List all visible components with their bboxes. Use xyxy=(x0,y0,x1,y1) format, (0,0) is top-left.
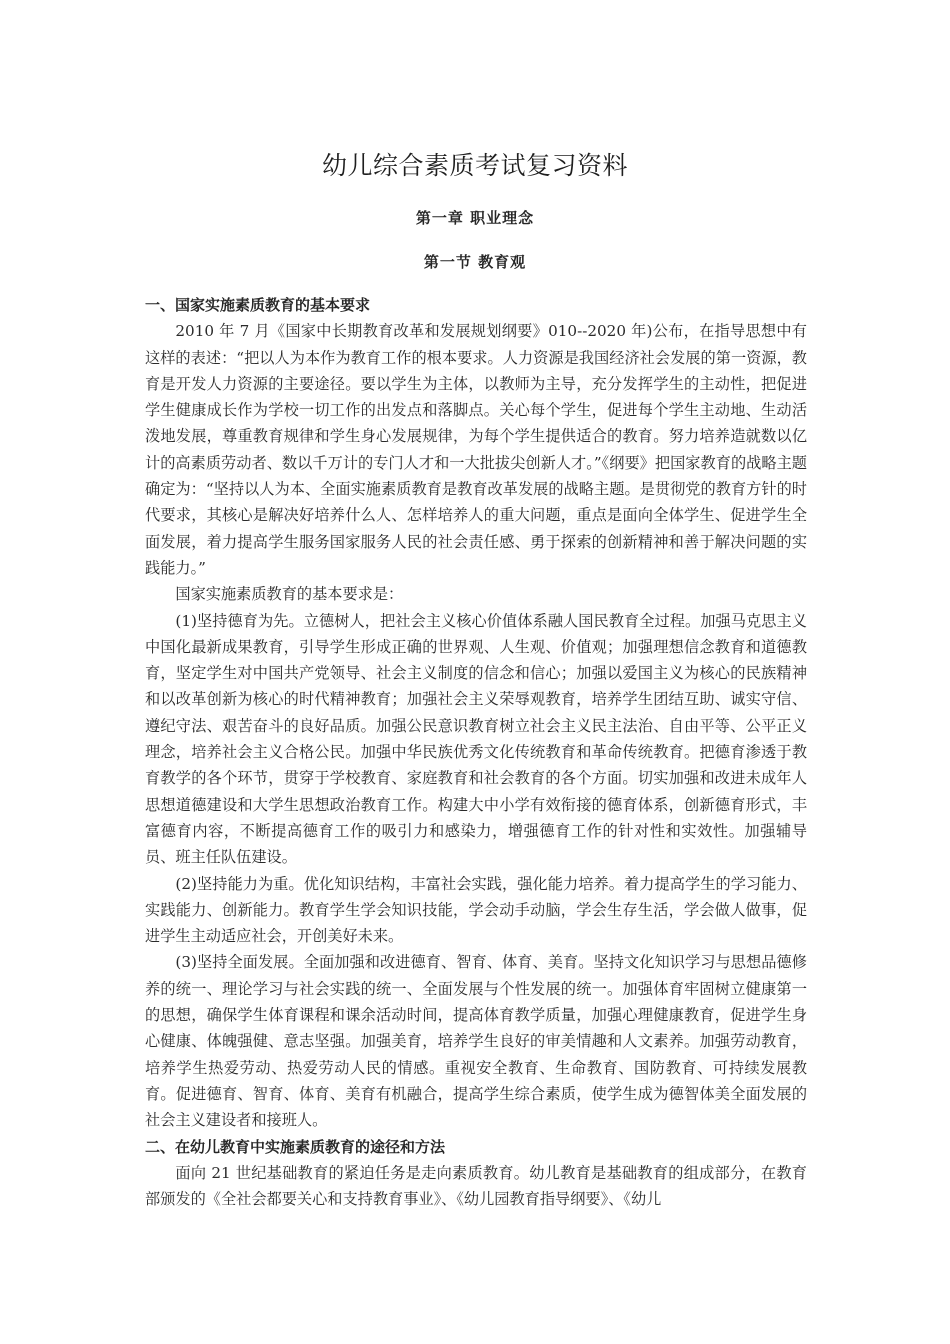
paragraph-6: 面向 21 世纪基础教育的紧迫任务是走向素质教育。幼儿教育是基础教育的组成部分，在教育部颁发的《全社会都要关心和支持教育事业》、《幼儿园教育指导纲要》、《幼儿 xyxy=(145,1163,807,1209)
subheading-2: 二、在幼儿教育中实施素质教育的途径和方法 xyxy=(145,1137,446,1156)
document-body xyxy=(145,292,807,1212)
chapter-heading: 第一章 职业理念 xyxy=(415,209,535,227)
paragraph-5: (3)坚持全面发展。全面加强和改进德育、智育、体育、美育。坚持文化知识学习与思想品德修养的统一、理论学习与社会实践的统一、全面发展与个性发展的统一。加强体育牢固树立健康第一的思想，确保学生体育课程和课余活动时间，提高体育教学质量，加强心理健康教育，促进学生身心健康、体魄强健、意志坚强。加强美育，培养学生良好的审美情趣和人文素养。加强劳动教育，培养学生热爱劳动、热爱劳动人民的情感。重视安全教育、生命教育、国防教育、可持续发展教育。促进德育、智育、体育、美育有机融合，提高学生综合素质，使学生成为德智体美全面发展的社会主义建设者和接班人。 xyxy=(145,953,807,1130)
paragraph-1: 2010 年 7 月《国家中长期教育改革和发展规划纲要》010--2020 年)公布，在指导思想中有这样的表述：“把以人为本作为教育工作的根本要求。人力资源是我国经济社会发展的第一资源，教育是开发人力资源的主要途径。要以学生为主体，以教师为主导，充分发挥学生的主动性，把促进学生健康成长作为学校一切工作的出发点和落脚点。关心每个学生，促进每个学生主动地、生动活泼地发展，尊重教育规律和学生身心发展规律，为每个学生提供适合的教育。努力培养造就数以亿计的高素质劳动者、数以千万计的专门人才和一大批拔尖创新人才。”《纲要》把国家教育的战略主题确定为：“坚持以人为本、全面实施素质教育是教育改革发展的战略主题。是贯彻党的教育方针的时代要求，其核心是解决好培养什么人、怎样培养人的重大问题，重点是面向全体学生、促进学生全面发展，着力提高学生服务国家服务人民的社会责任感、勇于探索的创新精神和善于解决问题的实践能力。” xyxy=(145,322,807,577)
paragraph-3: (1)坚持德育为先。立德树人，把社会主义核心价值体系融人国民教育全过程。加强马克思主义中国化最新成果教育，引导学生形成正确的世界观、人生观、价值观；加强理想信念教育和道德教育，坚定学生对中国共产党领导、社会主义制度的信念和信心；加强以爱国主义为核心的民族精神和以改革创新为核心的时代精神教育；加强社会主义荣辱观教育，培养学生团结互助、诚实守信、遵纪守法、艰苦奋斗的良好品质。加强公民意识教育树立社会主义民主法治、自由平等、公平正义理念，培养社会主义合格公民。加强中华民族优秀文化传统教育和革命传统教育。把德育渗透于教育教学的各个环节，贯穿于学校教育、家庭教育和社会教育的各个方面。切实加强和改进未成年人思想道德建设和大学生思想政治教育工作。构建大中小学有效衔接的德育体系，创新德育形式，丰富德育内容，不断提高德育工作的吸引力和感染力，增强德育工作的针对性和实效性。加强辅导员、班主任队伍建设。 xyxy=(145,611,807,867)
paragraph-4: (2)坚持能力为重。优化知识结构，丰富社会实践，强化能力培养。着力提高学生的学习能力、实践能力、创新能力。教育学生学会知识技能，学会动手动脑，学会生存生活，学会做人做事，促进学生主动适应社会，开创美好未来。 xyxy=(145,874,807,946)
document-title: 幼儿综合素质考试复习资料 xyxy=(321,151,628,180)
paragraph-2: 国家实施素质教育的基本要求是： xyxy=(175,585,404,604)
section-heading: 第一节 教育观 xyxy=(423,253,527,271)
subheading-1: 一、国家实施素质教育的基本要求 xyxy=(145,296,371,314)
